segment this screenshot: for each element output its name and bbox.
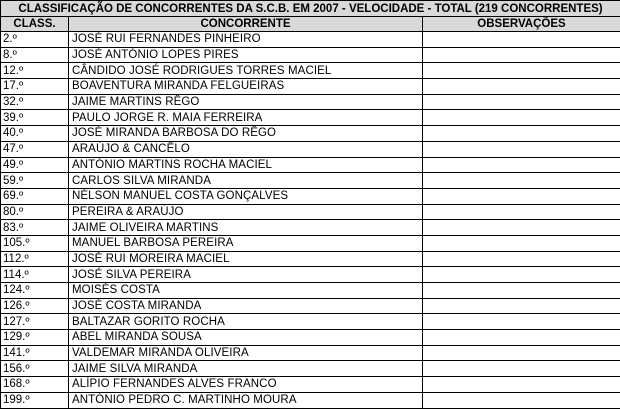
class-cell[interactable]: 124.º xyxy=(1,283,69,299)
competitor-cell[interactable]: JOSÉ RUI FERNANDES PINHEIRO xyxy=(69,32,423,48)
competitor-cell[interactable]: VALDEMAR MIRANDA OLIVEIRA xyxy=(69,345,423,361)
observations-cell[interactable] xyxy=(423,377,620,393)
competitor-cell[interactable]: JOSÉ RUI MOREIRA MACIEL xyxy=(69,251,423,267)
table-row xyxy=(1,173,620,189)
table-row xyxy=(1,204,620,220)
table-row xyxy=(1,157,620,173)
observations-cell[interactable] xyxy=(423,173,620,189)
competitor-cell[interactable]: NÉLSON MANUEL COSTA GONÇALVES xyxy=(69,188,423,204)
observations-cell[interactable] xyxy=(423,94,620,110)
class-cell[interactable]: 8.º xyxy=(1,47,69,63)
table-row xyxy=(1,110,620,126)
competitor-cell[interactable]: MANUEL BARBOSA PEREIRA xyxy=(69,235,423,251)
observations-cell[interactable] xyxy=(423,63,620,79)
competitor-cell[interactable]: ANTÓNIO MARTINS ROCHA MACIEL xyxy=(69,157,423,173)
class-cell[interactable]: 199.º xyxy=(1,392,69,408)
table-row xyxy=(1,298,620,314)
observations-cell[interactable] xyxy=(423,220,620,236)
observations-cell[interactable] xyxy=(423,188,620,204)
class-cell[interactable]: 105.º xyxy=(1,235,69,251)
class-cell[interactable]: 126.º xyxy=(1,298,69,314)
class-cell[interactable]: 129.º xyxy=(1,330,69,346)
observations-cell[interactable] xyxy=(423,392,620,408)
table-row xyxy=(1,283,620,299)
class-cell[interactable]: 47.º xyxy=(1,141,69,157)
table-row xyxy=(1,94,620,110)
observations-cell[interactable] xyxy=(423,267,620,283)
table-row xyxy=(1,314,620,330)
class-cell[interactable]: 114.º xyxy=(1,267,69,283)
competitor-cell[interactable]: PEREIRA & ARAÚJO xyxy=(69,204,423,220)
header-competitor: CONCORRENTE xyxy=(69,17,423,32)
competitor-cell[interactable]: CÂNDIDO JOSÉ RODRIGUES TORRES MACIEL xyxy=(69,63,423,79)
observations-cell[interactable] xyxy=(423,79,620,95)
observations-cell[interactable] xyxy=(423,204,620,220)
table-title: CLASSIFICAÇÃO DE CONCORRENTES DA S.C.B. EM 2007 - VELOCIDADE - TOTAL (219 CONCORRENTES) xyxy=(1,1,620,17)
table-row xyxy=(1,220,620,236)
class-cell[interactable]: 32.º xyxy=(1,94,69,110)
table-row xyxy=(1,141,620,157)
class-cell[interactable]: 141.º xyxy=(1,345,69,361)
class-cell[interactable]: 168.º xyxy=(1,377,69,393)
competitor-cell[interactable]: ABEL MIRANDA SOUSA xyxy=(69,330,423,346)
competitor-cell[interactable]: ALÍPIO FERNANDES ALVES FRANCO xyxy=(69,377,423,393)
table-row xyxy=(1,361,620,377)
observations-cell[interactable] xyxy=(423,330,620,346)
class-cell[interactable]: 69.º xyxy=(1,188,69,204)
competitor-cell[interactable]: MOISÉS COSTA xyxy=(69,283,423,299)
header-row xyxy=(1,17,620,32)
observations-cell[interactable] xyxy=(423,361,620,377)
competitor-cell[interactable]: JAIME MARTINS RÊGO xyxy=(69,94,423,110)
observations-cell[interactable] xyxy=(423,126,620,142)
table-row xyxy=(1,267,620,283)
observations-cell[interactable] xyxy=(423,157,620,173)
competitor-cell[interactable]: JAIME SILVA MIRANDA xyxy=(69,361,423,377)
class-cell[interactable]: 12.º xyxy=(1,63,69,79)
table-row xyxy=(1,345,620,361)
competitor-cell[interactable]: JOSÉ ANTÓNIO LOPES PIRES xyxy=(69,47,423,63)
observations-cell[interactable] xyxy=(423,314,620,330)
table-row xyxy=(1,377,620,393)
table-row xyxy=(1,251,620,267)
observations-cell[interactable] xyxy=(423,32,620,48)
class-cell[interactable]: 83.º xyxy=(1,220,69,236)
competitor-cell[interactable]: JOSÉ SILVA PEREIRA xyxy=(69,267,423,283)
class-cell[interactable]: 112.º xyxy=(1,251,69,267)
table-row xyxy=(1,330,620,346)
class-cell[interactable]: 156.º xyxy=(1,361,69,377)
observations-cell[interactable] xyxy=(423,141,620,157)
class-cell[interactable]: 40.º xyxy=(1,126,69,142)
table-row xyxy=(1,63,620,79)
table-row xyxy=(1,392,620,408)
table-row xyxy=(1,188,620,204)
observations-cell[interactable] xyxy=(423,251,620,267)
table-row xyxy=(1,126,620,142)
competitor-cell[interactable]: ARAÚJO & CANCÊLO xyxy=(69,141,423,157)
observations-cell[interactable] xyxy=(423,345,620,361)
competitor-cell[interactable]: JAIME OLIVEIRA MARTINS xyxy=(69,220,423,236)
observations-cell[interactable] xyxy=(423,235,620,251)
class-cell[interactable]: 17.º xyxy=(1,79,69,95)
table-row xyxy=(1,32,620,48)
header-class: CLASS. xyxy=(1,17,69,32)
observations-cell[interactable] xyxy=(423,283,620,299)
class-cell[interactable]: 59.º xyxy=(1,173,69,189)
class-cell[interactable]: 49.º xyxy=(1,157,69,173)
observations-cell[interactable] xyxy=(423,110,620,126)
title-row xyxy=(1,1,620,17)
class-cell[interactable]: 39.º xyxy=(1,110,69,126)
class-cell[interactable]: 2.º xyxy=(1,32,69,48)
class-cell[interactable]: 127.º xyxy=(1,314,69,330)
observations-cell[interactable] xyxy=(423,47,620,63)
table-row xyxy=(1,235,620,251)
competitor-cell[interactable]: ANTÓNIO PEDRO C. MARTINHO MOURA xyxy=(69,392,423,408)
header-observations: OBSERVAÇÕES xyxy=(423,17,620,32)
observations-cell[interactable] xyxy=(423,298,620,314)
class-cell[interactable]: 80.º xyxy=(1,204,69,220)
table-row xyxy=(1,79,620,95)
competitor-cell[interactable]: PAULO JORGE R. MAIA FERREIRA xyxy=(69,110,423,126)
competitor-cell[interactable]: JOSÉ COSTA MIRANDA xyxy=(69,298,423,314)
competitor-cell[interactable]: BALTAZAR GORITO ROCHA xyxy=(69,314,423,330)
competitor-cell[interactable]: JOSÉ MIRANDA BARBOSA DO RÊGO xyxy=(69,126,423,142)
competitor-cell[interactable]: BOAVENTURA MIRANDA FELGUEIRAS xyxy=(69,79,423,95)
table-row xyxy=(1,47,620,63)
competitor-cell[interactable]: CARLOS SILVA MIRANDA xyxy=(69,173,423,189)
